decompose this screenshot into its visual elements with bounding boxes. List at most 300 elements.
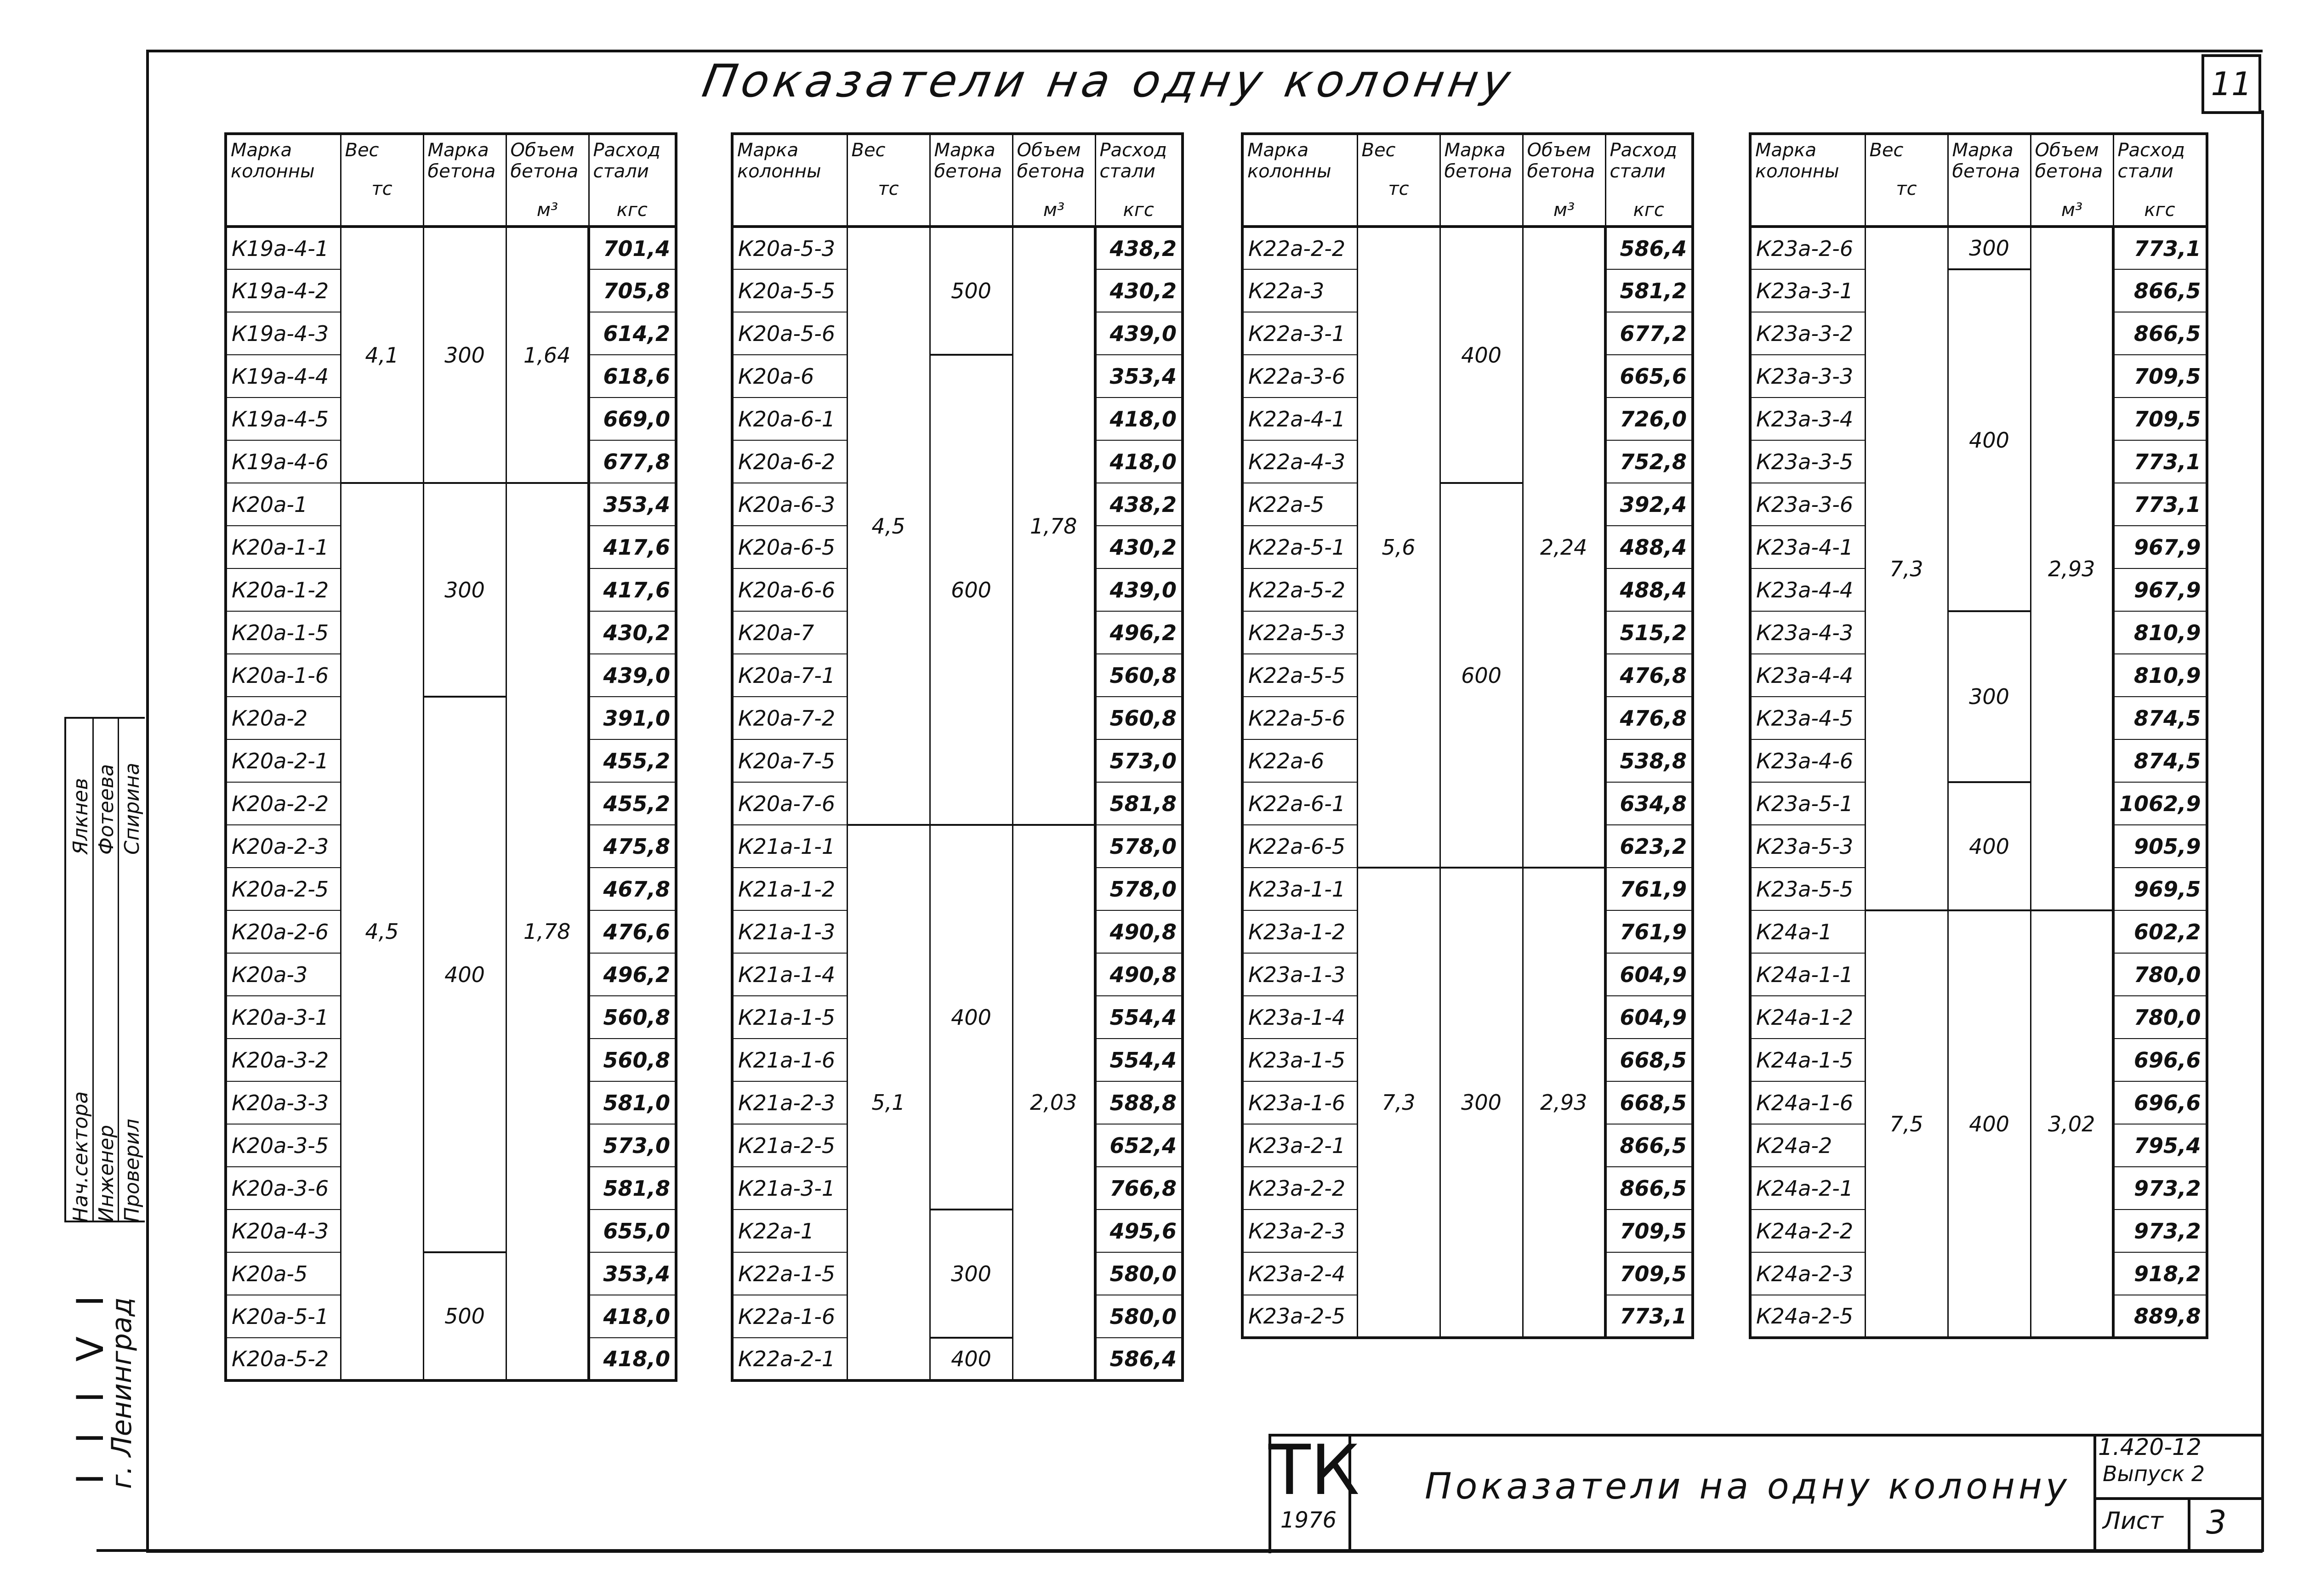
steel-consumption: 614,2 (589, 312, 676, 355)
weight-value: 5,1 (847, 825, 930, 1380)
column-mark: К24а-1-1 (1750, 953, 1865, 996)
steel-consumption: 439,0 (589, 654, 676, 697)
sheet-separator (2093, 1497, 2264, 1500)
column-mark: К22а-5-2 (1242, 568, 1357, 611)
steel-consumption: 573,0 (589, 1124, 676, 1167)
column-mark: К24а-1-5 (1750, 1039, 1865, 1081)
weight-value: 4,5 (341, 483, 423, 1380)
concrete-grade: 300 (423, 227, 506, 483)
steel-consumption: 677,8 (589, 440, 676, 483)
concrete-grade: 400 (423, 697, 506, 1252)
steel-consumption: 973,2 (2113, 1167, 2207, 1210)
steel-consumption: 495,6 (1095, 1210, 1183, 1252)
steel-consumption: 618,6 (589, 355, 676, 398)
column-mark: К19а-4-6 (226, 440, 341, 483)
steel-consumption: 969,5 (2113, 868, 2207, 910)
column-mark: К24а-1 (1750, 910, 1865, 953)
column-mark: К20а-2-2 (226, 782, 341, 825)
steel-consumption: 560,8 (1095, 654, 1183, 697)
header-mark: Марка колонны (1242, 134, 1357, 227)
steel-consumption: 353,4 (589, 483, 676, 526)
column-mark: К20а-1-2 (226, 568, 341, 611)
steel-consumption: 696,6 (2113, 1039, 2207, 1081)
columns-table-3 (1241, 132, 1694, 1339)
column-mark: К20а-5-1 (226, 1295, 341, 1338)
column-mark: К20а-6-3 (732, 483, 847, 526)
column-mark: К24а-2-1 (1750, 1167, 1865, 1210)
column-mark: К20а-1-6 (226, 654, 341, 697)
steel-consumption: 874,5 (2113, 697, 2207, 739)
steel-consumption: 490,8 (1095, 953, 1183, 996)
column-mark: К21а-1-5 (732, 996, 847, 1039)
table-row (1750, 782, 2207, 825)
columns-table-1 (224, 132, 677, 1382)
archive-codes: I I I V I (69, 1286, 112, 1484)
column-mark: К21а-1-1 (732, 825, 847, 868)
column-mark: К20а-3-3 (226, 1081, 341, 1124)
steel-consumption: 602,2 (2113, 910, 2207, 953)
table-row (226, 483, 676, 526)
steel-consumption: 967,9 (2113, 526, 2207, 568)
header-steel: Расход стали кгс (1605, 134, 1693, 227)
steel-consumption: 709,5 (2113, 355, 2207, 398)
header-concrete: Марка бетона (423, 134, 506, 227)
steel-consumption: 392,4 (1605, 483, 1693, 526)
steel-consumption: 581,8 (1095, 782, 1183, 825)
column-mark: К23а-3-2 (1750, 312, 1865, 355)
steel-consumption: 538,8 (1605, 739, 1693, 782)
steel-consumption: 439,0 (1095, 312, 1183, 355)
steel-consumption: 554,4 (1095, 996, 1183, 1039)
column-mark: К20а-6-5 (732, 526, 847, 568)
steel-consumption: 476,8 (1605, 654, 1693, 697)
sheet-number: 3 (2206, 1504, 2227, 1541)
steel-consumption: 726,0 (1605, 398, 1693, 440)
column-mark: К19а-4-3 (226, 312, 341, 355)
column-mark: К23а-4-4 (1750, 654, 1865, 697)
concrete-grade: 300 (1440, 868, 1523, 1338)
column-mark: К19а-4-2 (226, 269, 341, 312)
steel-consumption: 780,0 (2113, 953, 2207, 996)
header-weight: Вес тс (847, 134, 930, 227)
steel-consumption: 874,5 (2113, 739, 2207, 782)
steel-consumption: 554,4 (1095, 1039, 1183, 1081)
concrete-grade: 300 (1948, 227, 2031, 269)
table-row (1242, 868, 1693, 910)
column-mark: К22а-2-2 (1242, 227, 1357, 269)
column-mark: К23а-2-3 (1242, 1210, 1357, 1252)
column-mark: К19а-4-1 (226, 227, 341, 269)
steel-consumption: 773,1 (1605, 1295, 1693, 1338)
steel-consumption: 578,0 (1095, 825, 1183, 868)
header-steel: Расход стали кгс (589, 134, 676, 227)
steel-consumption: 430,2 (1095, 526, 1183, 568)
column-mark: К24а-2-3 (1750, 1252, 1865, 1295)
concrete-grade: 400 (1440, 227, 1523, 483)
steel-consumption: 652,4 (1095, 1124, 1183, 1167)
steel-consumption: 1062,9 (2113, 782, 2207, 825)
column-mark: К21а-1-6 (732, 1039, 847, 1081)
weight-value: 5,6 (1357, 227, 1440, 868)
column-mark: К23а-5-3 (1750, 825, 1865, 868)
column-mark: К23а-2-6 (1750, 227, 1865, 269)
columns-table-4 (1749, 132, 2208, 1339)
column-mark: К22а-5-5 (1242, 654, 1357, 697)
concrete-grade: 400 (930, 825, 1012, 1210)
role-engineer: Инженер (95, 1125, 118, 1222)
column-mark: К23а-2-5 (1242, 1295, 1357, 1338)
column-mark: К22а-1 (732, 1210, 847, 1252)
column-mark: К20а-1-5 (226, 611, 341, 654)
steel-consumption: 417,6 (589, 526, 676, 568)
steel-consumption: 604,9 (1605, 996, 1693, 1039)
column-mark: К24а-1-2 (1750, 996, 1865, 1039)
column-mark: К22а-5 (1242, 483, 1357, 526)
steel-consumption: 580,0 (1095, 1295, 1183, 1338)
steel-consumption: 766,8 (1095, 1167, 1183, 1210)
column-mark: К23а-4-5 (1750, 697, 1865, 739)
steel-consumption: 709,5 (1605, 1210, 1693, 1252)
column-mark: К21а-3-1 (732, 1167, 847, 1210)
table-row (226, 1252, 676, 1295)
steel-consumption: 515,2 (1605, 611, 1693, 654)
column-mark: К20а-3 (226, 953, 341, 996)
steel-consumption: 391,0 (589, 697, 676, 739)
column-mark: К20а-5-2 (226, 1338, 341, 1380)
column-mark: К21а-1-2 (732, 868, 847, 910)
column-mark: К24а-2 (1750, 1124, 1865, 1167)
steel-consumption: 677,2 (1605, 312, 1693, 355)
steel-consumption: 418,0 (589, 1338, 676, 1380)
column-mark: К23а-4-1 (1750, 526, 1865, 568)
steel-consumption: 773,1 (2113, 227, 2207, 269)
steel-consumption: 455,2 (589, 782, 676, 825)
steel-consumption: 490,8 (1095, 910, 1183, 953)
column-mark: К20а-4-3 (226, 1210, 341, 1252)
concrete-grade: 400 (1948, 269, 2031, 611)
tk-logo (1268, 1431, 1360, 1552)
header-mark: Марка колонны (226, 134, 341, 227)
weight-value: 7,5 (1865, 910, 1948, 1338)
steel-consumption: 665,6 (1605, 355, 1693, 398)
concrete-grade: 500 (423, 1252, 506, 1380)
column-mark: К21а-1-4 (732, 953, 847, 996)
city-label: г. Ленинград (106, 1297, 138, 1489)
column-mark: К24а-1-6 (1750, 1081, 1865, 1124)
weight-value: 7,3 (1865, 227, 1948, 910)
steel-consumption: 795,4 (2113, 1124, 2207, 1167)
table-row (732, 1338, 1183, 1380)
table-row (1750, 269, 2207, 312)
table-row (226, 697, 676, 739)
table-row (732, 355, 1183, 398)
steel-consumption: 475,8 (589, 825, 676, 868)
column-mark: К23а-3-5 (1750, 440, 1865, 483)
concrete-volume: 3,02 (2031, 910, 2113, 1338)
steel-consumption: 918,2 (2113, 1252, 2207, 1295)
concrete-volume: 1,78 (1012, 227, 1095, 825)
column-mark: К22а-5-6 (1242, 697, 1357, 739)
header-mark: Марка колонны (732, 134, 847, 227)
steel-consumption: 418,0 (589, 1295, 676, 1338)
column-mark: К20а-5-3 (732, 227, 847, 269)
column-mark: К20а-6-2 (732, 440, 847, 483)
column-mark: К22а-1-5 (732, 1252, 847, 1295)
concrete-grade: 600 (930, 355, 1012, 825)
column-mark: К22а-6 (1242, 739, 1357, 782)
column-mark: К20а-7-2 (732, 697, 847, 739)
document-number: 1.420-12 (2098, 1434, 2201, 1460)
table-row (732, 1210, 1183, 1252)
column-mark: К22а-5-3 (1242, 611, 1357, 654)
column-mark: К20а-7-1 (732, 654, 847, 697)
column-mark: К23а-3-1 (1750, 269, 1865, 312)
steel-consumption: 669,0 (589, 398, 676, 440)
steel-consumption: 488,4 (1605, 526, 1693, 568)
steel-consumption: 438,2 (1095, 227, 1183, 269)
concrete-volume: 2,93 (1523, 868, 1605, 1338)
steel-consumption: 488,4 (1605, 568, 1693, 611)
column-mark: К23а-3-6 (1750, 483, 1865, 526)
column-mark: К20а-3-6 (226, 1167, 341, 1210)
name-head-of-sector: Ялкнев (69, 778, 92, 855)
steel-consumption: 581,0 (589, 1081, 676, 1124)
steel-consumption: 581,8 (589, 1167, 676, 1210)
steel-consumption: 866,5 (1605, 1124, 1693, 1167)
column-mark: К23а-1-4 (1242, 996, 1357, 1039)
steel-consumption: 580,0 (1095, 1252, 1183, 1295)
steel-consumption: 586,4 (1605, 227, 1693, 269)
column-mark: К23а-1-5 (1242, 1039, 1357, 1081)
steel-consumption: 709,5 (2113, 398, 2207, 440)
steel-consumption: 560,8 (589, 996, 676, 1039)
steel-consumption: 889,8 (2113, 1295, 2207, 1338)
column-mark: К22а-5-1 (1242, 526, 1357, 568)
column-mark: К22а-3 (1242, 269, 1357, 312)
column-mark: К22а-2-1 (732, 1338, 847, 1380)
concrete-volume: 1,64 (506, 227, 589, 483)
column-mark: К24а-2-2 (1750, 1210, 1865, 1252)
steel-consumption: 581,2 (1605, 269, 1693, 312)
column-mark: К23а-4-6 (1750, 739, 1865, 782)
steel-consumption: 705,8 (589, 269, 676, 312)
steel-consumption: 418,0 (1095, 398, 1183, 440)
columns-table-2 (731, 132, 1184, 1382)
column-mark: К21а-2-3 (732, 1081, 847, 1124)
steel-consumption: 773,1 (2113, 483, 2207, 526)
concrete-volume: 2,24 (1523, 227, 1605, 868)
column-mark: К22а-3-1 (1242, 312, 1357, 355)
title-block-title: Показатели на одну колонну (1425, 1466, 2071, 1507)
steel-consumption: 604,9 (1605, 953, 1693, 996)
weight-value: 7,3 (1357, 868, 1440, 1338)
weight-value: 4,1 (341, 227, 423, 483)
steel-consumption: 973,2 (2113, 1210, 2207, 1252)
steel-consumption: 780,0 (2113, 996, 2207, 1039)
name-engineer: Фотеева (95, 764, 118, 855)
name-checker: Спирина (120, 762, 144, 855)
concrete-grade: 600 (1440, 483, 1523, 868)
column-mark: К19а-4-4 (226, 355, 341, 398)
concrete-volume: 2,03 (1012, 825, 1095, 1380)
weight-value: 4,5 (847, 227, 930, 825)
concrete-volume: 1,78 (506, 483, 589, 1380)
header-weight: Вес тс (1357, 134, 1440, 227)
column-mark: К22а-6-5 (1242, 825, 1357, 868)
column-mark: К23а-1-2 (1242, 910, 1357, 953)
table-row (1750, 227, 2207, 269)
column-mark: К20а-2-5 (226, 868, 341, 910)
steel-consumption: 496,2 (589, 953, 676, 996)
column-mark: К20а-5 (226, 1252, 341, 1295)
steel-consumption: 476,6 (589, 910, 676, 953)
steel-consumption: 353,4 (589, 1252, 676, 1295)
header-volume: Объем бетона м³ (1523, 134, 1605, 227)
sheet-label: Лист (2103, 1507, 2163, 1535)
column-mark: К23а-1-1 (1242, 868, 1357, 910)
column-mark: К20а-3-1 (226, 996, 341, 1039)
steel-consumption: 438,2 (1095, 483, 1183, 526)
tk-mark: ТК (1268, 1431, 1360, 1511)
steel-consumption: 701,4 (589, 227, 676, 269)
steel-consumption: 696,6 (2113, 1081, 2207, 1124)
steel-consumption: 467,8 (589, 868, 676, 910)
column-mark: К23а-2-2 (1242, 1167, 1357, 1210)
column-mark: К23а-2-4 (1242, 1252, 1357, 1295)
steel-consumption: 560,8 (589, 1039, 676, 1081)
steel-consumption: 586,4 (1095, 1338, 1183, 1380)
column-mark: К23а-2-1 (1242, 1124, 1357, 1167)
steel-consumption: 773,1 (2113, 440, 2207, 483)
steel-consumption: 623,2 (1605, 825, 1693, 868)
table-row (1242, 483, 1693, 526)
column-mark: К20а-1 (226, 483, 341, 526)
column-mark: К20а-6-1 (732, 398, 847, 440)
header-volume: Объем бетона м³ (1012, 134, 1095, 227)
steel-consumption: 810,9 (2113, 654, 2207, 697)
page-number: 11 (2201, 54, 2261, 114)
steel-consumption: 476,8 (1605, 697, 1693, 739)
concrete-grade: 400 (1948, 910, 2031, 1338)
frame-right-edge (2261, 110, 2264, 1552)
steel-consumption: 430,2 (589, 611, 676, 654)
column-mark: К23а-4-4 (1750, 568, 1865, 611)
column-mark: К22а-1-6 (732, 1295, 847, 1338)
column-mark: К20а-6-6 (732, 568, 847, 611)
column-mark: К23а-3-3 (1750, 355, 1865, 398)
column-mark: К23а-1-3 (1242, 953, 1357, 996)
steel-consumption: 866,5 (2113, 269, 2207, 312)
steel-consumption: 668,5 (1605, 1039, 1693, 1081)
steel-consumption: 417,6 (589, 568, 676, 611)
concrete-grade: 300 (1948, 611, 2031, 782)
steel-consumption: 573,0 (1095, 739, 1183, 782)
column-mark: К24а-2-5 (1750, 1295, 1865, 1338)
steel-consumption: 655,0 (589, 1210, 676, 1252)
column-mark: К22а-4-1 (1242, 398, 1357, 440)
header-concrete: Марка бетона (930, 134, 1012, 227)
concrete-volume: 2,93 (2031, 227, 2113, 910)
steel-consumption: 866,5 (1605, 1167, 1693, 1210)
header-weight: Вес тс (341, 134, 423, 227)
header-volume: Объем бетона м³ (506, 134, 589, 227)
column-mark: К21а-2-5 (732, 1124, 847, 1167)
header-concrete: Марка бетона (1440, 134, 1523, 227)
steel-consumption: 967,9 (2113, 568, 2207, 611)
column-mark: К22а-6-1 (1242, 782, 1357, 825)
table-row (732, 825, 1183, 868)
page-title: Показатели на одну колонну (698, 55, 1519, 108)
steel-consumption: 668,5 (1605, 1081, 1693, 1124)
column-mark: К20а-5-6 (732, 312, 847, 355)
concrete-grade: 300 (423, 483, 506, 697)
steel-consumption: 634,8 (1605, 782, 1693, 825)
sheet-divider (2188, 1497, 2190, 1552)
concrete-grade: 500 (930, 227, 1012, 355)
column-mark: К20а-2-3 (226, 825, 341, 868)
table-row (1750, 910, 2207, 953)
column-mark: К20а-2 (226, 697, 341, 739)
issue-label: Выпуск 2 (2103, 1461, 2205, 1486)
steel-consumption: 418,0 (1095, 440, 1183, 483)
steel-consumption: 905,9 (2113, 825, 2207, 868)
column-mark: К20а-2-1 (226, 739, 341, 782)
steel-consumption: 496,2 (1095, 611, 1183, 654)
table-row (226, 227, 676, 269)
concrete-grade: 300 (930, 1210, 1012, 1338)
concrete-grade: 400 (1948, 782, 2031, 910)
column-mark: К23а-5-5 (1750, 868, 1865, 910)
column-mark: К19а-4-5 (226, 398, 341, 440)
tk-year: 1976 (1280, 1507, 1337, 1533)
column-mark: К20а-7-6 (732, 782, 847, 825)
column-mark: К20а-3-2 (226, 1039, 341, 1081)
table-row (1242, 227, 1693, 269)
steel-consumption: 810,9 (2113, 611, 2207, 654)
column-mark: К22а-4-3 (1242, 440, 1357, 483)
column-mark: К22а-3-6 (1242, 355, 1357, 398)
column-mark: К23а-3-4 (1750, 398, 1865, 440)
steel-consumption: 430,2 (1095, 269, 1183, 312)
column-mark: К23а-1-6 (1242, 1081, 1357, 1124)
steel-consumption: 588,8 (1095, 1081, 1183, 1124)
header-volume: Объем бетона м³ (2031, 134, 2113, 227)
column-mark: К23а-4-3 (1750, 611, 1865, 654)
header-concrete: Марка бетона (1948, 134, 2031, 227)
table-row (1750, 611, 2207, 654)
column-mark: К20а-1-1 (226, 526, 341, 568)
concrete-grade: 400 (930, 1338, 1012, 1380)
header-mark: Марка колонны (1750, 134, 1865, 227)
column-mark: К20а-2-6 (226, 910, 341, 953)
steel-consumption: 353,4 (1095, 355, 1183, 398)
header-steel: Расход стали кгс (2113, 134, 2207, 227)
column-mark: К20а-7 (732, 611, 847, 654)
steel-consumption: 455,2 (589, 739, 676, 782)
header-weight: Вес тс (1865, 134, 1948, 227)
column-mark: К20а-7-5 (732, 739, 847, 782)
steel-consumption: 439,0 (1095, 568, 1183, 611)
steel-consumption: 761,9 (1605, 910, 1693, 953)
column-mark: К20а-5-5 (732, 269, 847, 312)
column-mark: К23а-5-1 (1750, 782, 1865, 825)
table-row (732, 227, 1183, 269)
steel-consumption: 560,8 (1095, 697, 1183, 739)
steel-consumption: 866,5 (2113, 312, 2207, 355)
column-mark: К20а-3-5 (226, 1124, 341, 1167)
header-steel: Расход стали кгс (1095, 134, 1183, 227)
role-checker: Проверил (120, 1119, 144, 1222)
